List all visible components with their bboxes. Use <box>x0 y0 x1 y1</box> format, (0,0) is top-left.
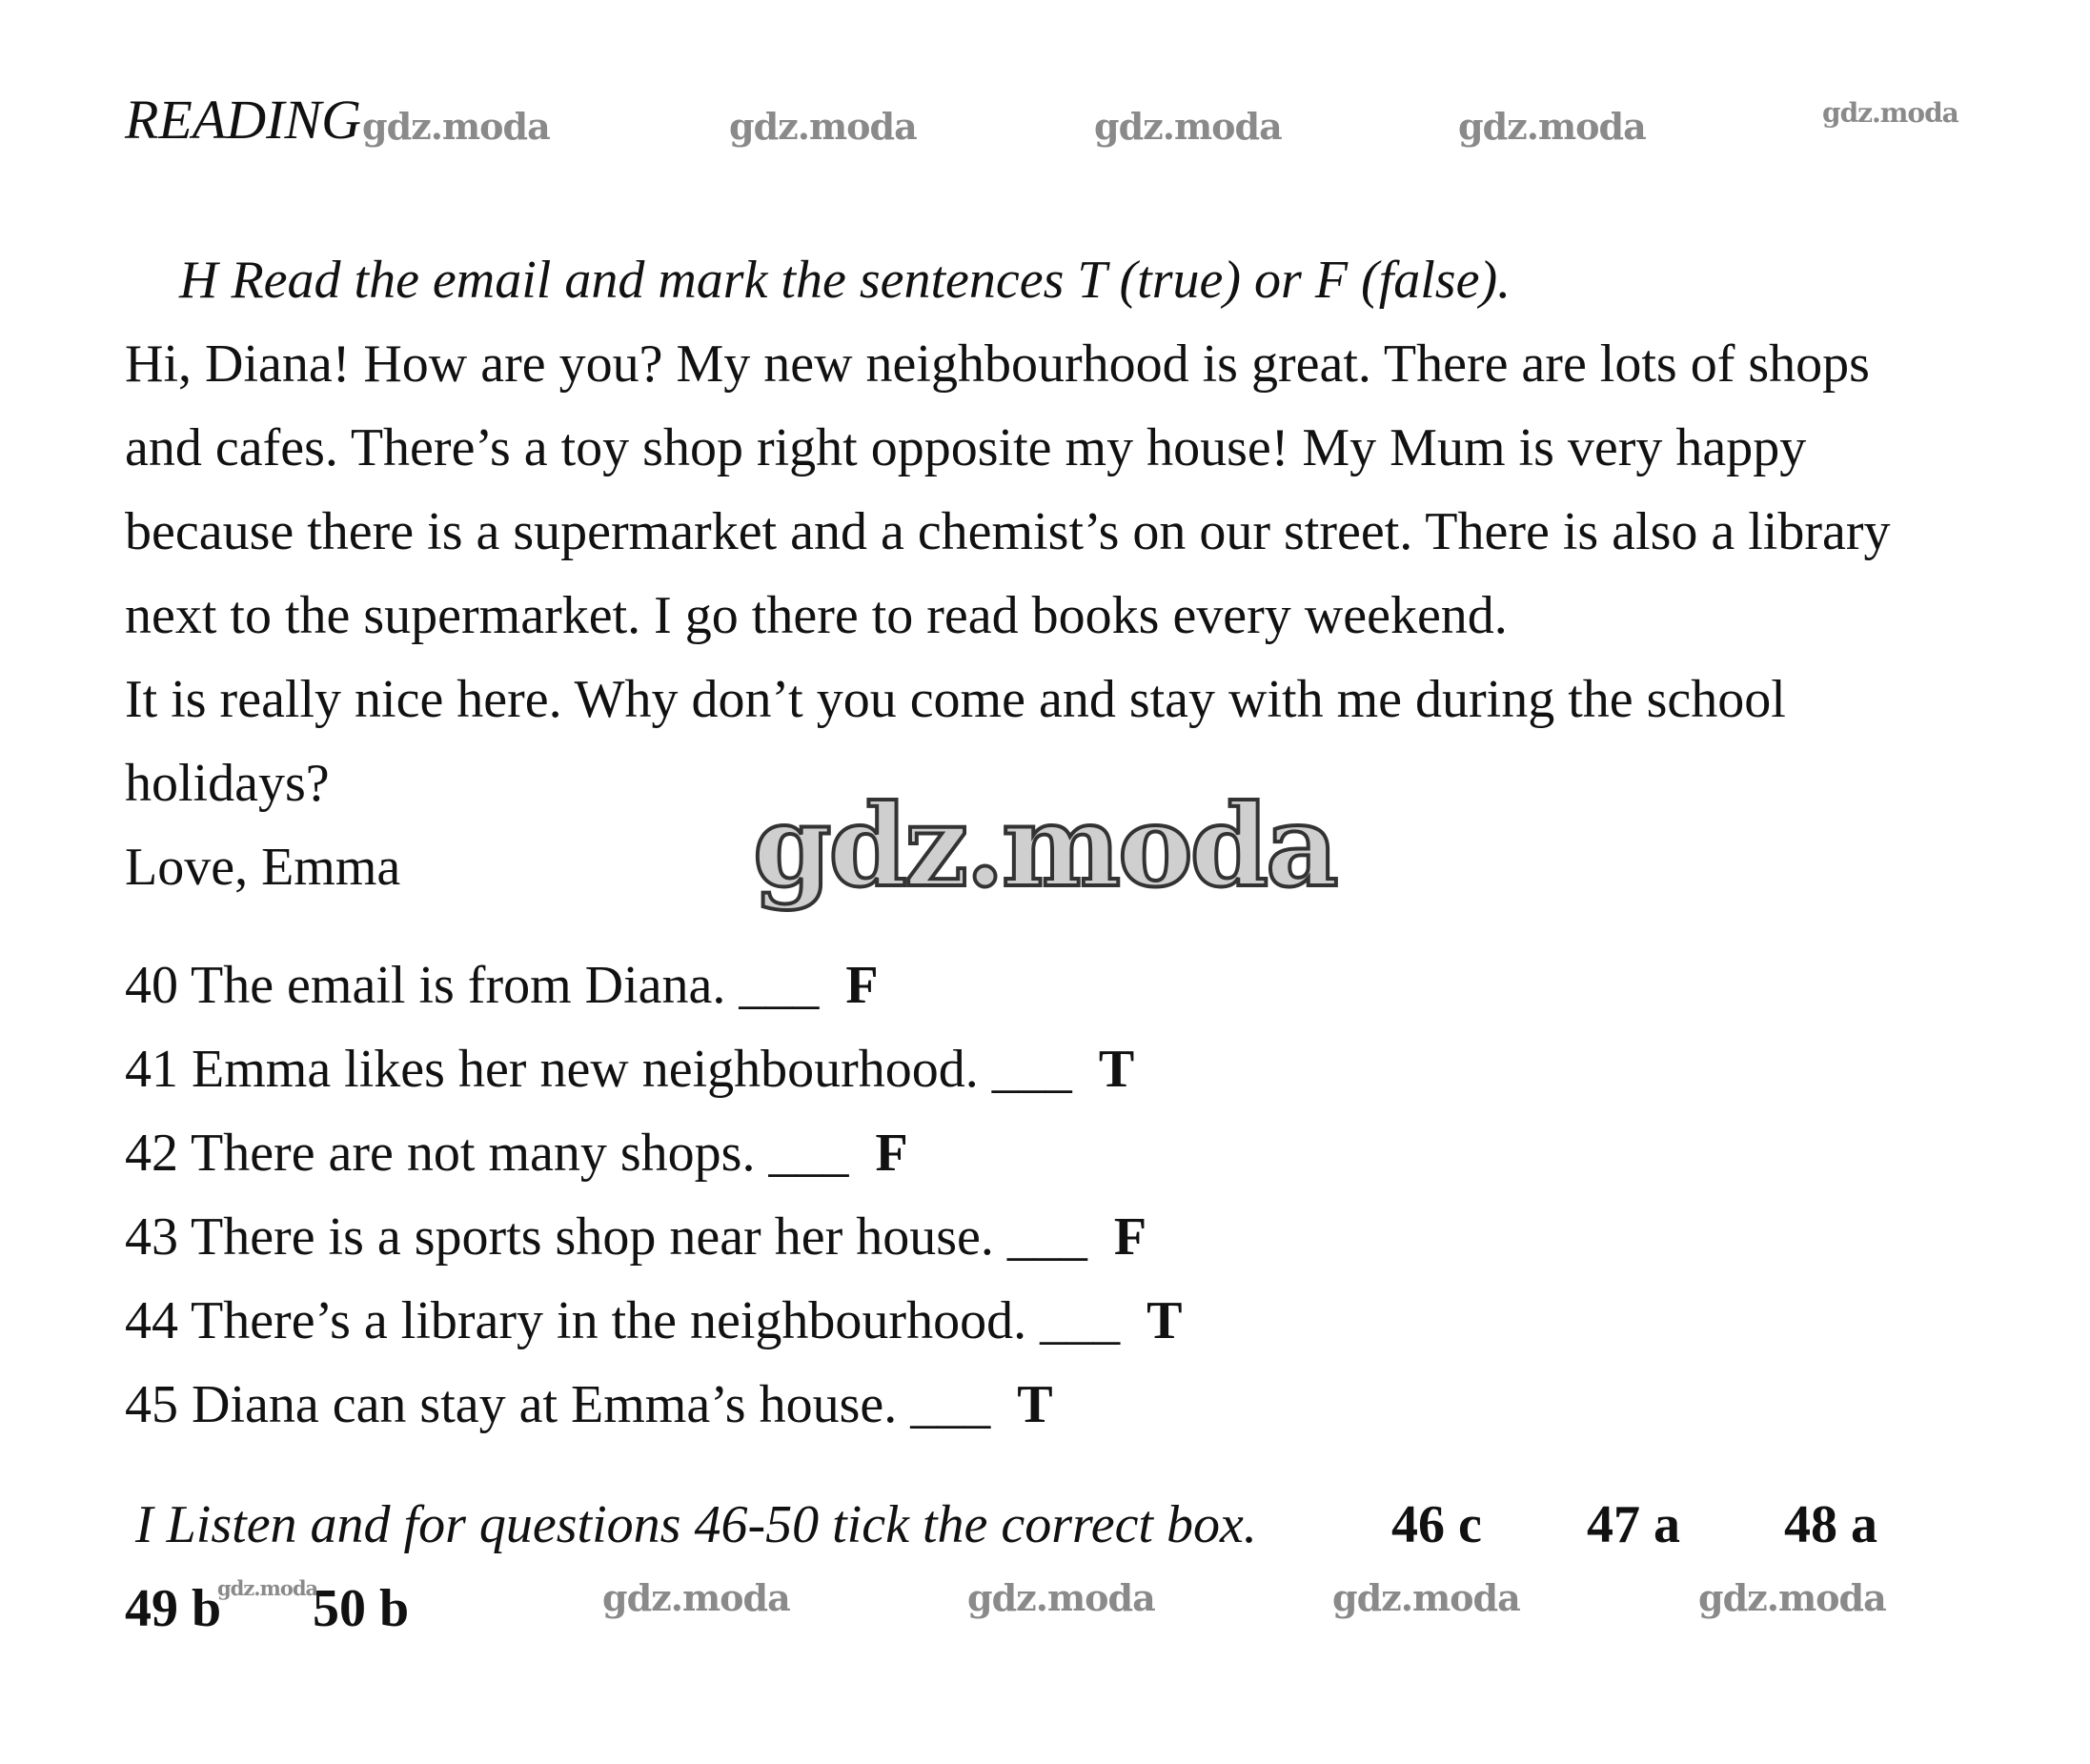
email-line: holidays? <box>125 754 330 813</box>
email-signature: Love, Emma <box>125 838 401 897</box>
email-line: It is really nice here. Why don’t you come and stay with me during the school <box>125 670 1786 729</box>
watermark: gdz.moda <box>217 1576 318 1600</box>
statement-text: 43 There is a sports shop near her house. ___ <box>125 1207 1087 1267</box>
statement-text: 41 Emma likes her new neighbourhood. ___ <box>125 1040 1072 1099</box>
watermark-large: gdz.moda <box>753 780 1336 912</box>
watermark: gdz.moda <box>1094 105 1282 148</box>
watermark: gdz.moda <box>1698 1576 1886 1619</box>
listening-answer: 50 b <box>313 1579 410 1638</box>
listening-answer: 47 a <box>1587 1495 1680 1554</box>
watermark: gdz.moda <box>362 105 550 148</box>
statement-answer: T <box>1098 1040 1135 1099</box>
statement-answer: F <box>1113 1207 1147 1267</box>
statement-answer: F <box>875 1124 908 1183</box>
email-line: and cafes. There’s a toy shop right opposite my house! My Mum is very happy <box>125 418 1807 477</box>
statement-text: 44 There’s a library in the neighbourhood. ___ <box>125 1291 1121 1350</box>
email-line: Hi, Diana! How are you? My new neighbourhood is great. There are lots of shops <box>125 335 1870 394</box>
statement-answer: F <box>845 956 879 1015</box>
statement-45 <box>125 1374 1053 1435</box>
section-heading: READING <box>125 89 362 151</box>
listening-answer: 49 b <box>125 1579 222 1638</box>
watermark: gdz.moda <box>967 1576 1155 1619</box>
statement-41 <box>125 1039 1134 1100</box>
statement-43 <box>125 1206 1146 1267</box>
listening-answer: 46 c <box>1391 1495 1482 1554</box>
email-line: next to the supermarket. I go there to read books every weekend. <box>125 586 1508 645</box>
watermark: gdz.moda <box>602 1576 790 1619</box>
task-i-instruction: I Listen and for questions 46-50 tick the correct box. <box>135 1495 1257 1554</box>
listening-answer: 48 a <box>1784 1495 1877 1554</box>
statement-text: 42 There are not many shops. ___ <box>125 1124 849 1183</box>
statement-40 <box>125 955 879 1016</box>
watermark: gdz.moda <box>729 105 917 148</box>
task-h-instruction: H Read the email and mark the sentences T (true) or F (false). <box>179 251 1512 310</box>
statement-42 <box>125 1123 908 1184</box>
watermark: gdz.moda <box>1822 97 1958 129</box>
statement-44 <box>125 1290 1182 1351</box>
statement-text: 40 The email is from Diana. ___ <box>125 956 820 1015</box>
statement-text: 45 Diana can stay at Emma’s house. ___ <box>125 1375 991 1434</box>
watermark: gdz.moda <box>1458 105 1646 148</box>
statement-answer: T <box>1146 1291 1183 1350</box>
statement-answer: T <box>1017 1375 1053 1434</box>
watermark: gdz.moda <box>1332 1576 1520 1619</box>
email-line: because there is a supermarket and a chemist’s on our street. There is also a library <box>125 502 1891 561</box>
